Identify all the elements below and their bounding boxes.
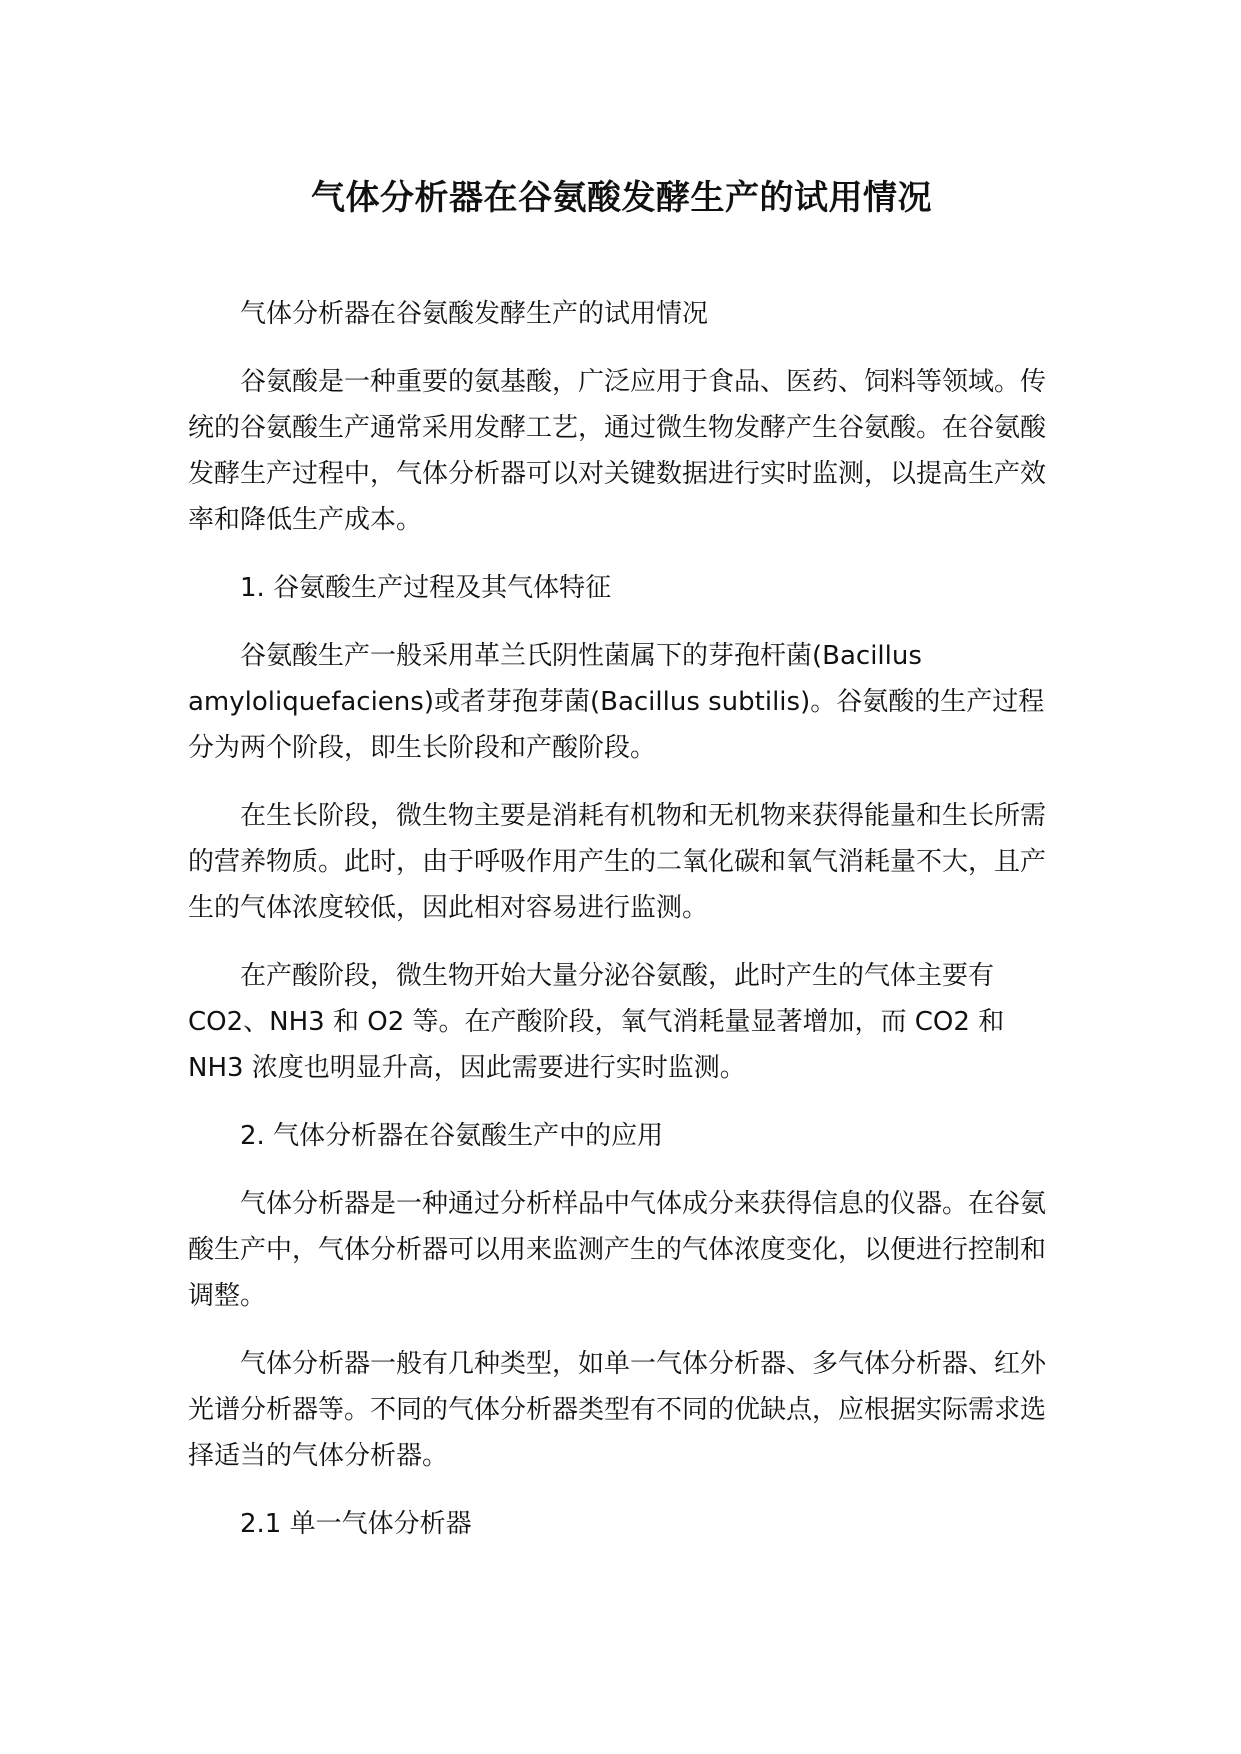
section-heading-2-1: 2.1 单一气体分析器 [240, 1508, 472, 1539]
paragraph-analyzer-application: 气体分析器是一种通过分析样品中气体成分来获得信息的仪器。在谷氨酸生产中，气体分析器可以用来监测产生的气体浓度变化，以便进行控制和调整。 [188, 1188, 1047, 1311]
paragraph-acid-stage: 在产酸阶段，微生物开始大量分泌谷氨酸，此时产生的气体主要有 CO2、NH3 和 O2 等。在产酸阶段，氧气消耗量显著增加，而 CO2 和 NH3 浓度也明显升高，因此需要进行实时监测。 [188, 960, 1005, 1083]
paragraph-production-bacteria: 谷氨酸生产一般采用革兰氏阴性菌属下的芽孢杆菌(Bacillus amyloliquefaciens)或者芽孢芽菌(Bacillus subtilis)。谷氨酸的生产过程分为两个阶段，即生长阶段和产酸阶段。 [188, 640, 1045, 763]
document-body [188, 291, 1055, 1547]
document-title: 气体分析器在谷氨酸发酵生产的试用情况 [311, 178, 932, 218]
paragraph-growth-stage: 在生长阶段，微生物主要是消耗有机物和无机物来获得能量和生长所需的营养物质。此时，由于呼吸作用产生的二氧化碳和氧气消耗量不大，且产生的气体浓度较低，因此相对容易进行监测。 [188, 800, 1047, 923]
section-heading-2: 2. 气体分析器在谷氨酸生产中的应用 [240, 1120, 664, 1151]
paragraph-analyzer-types: 气体分析器一般有几种类型，如单一气体分析器、多气体分析器、红外光谱分析器等。不同的气体分析器类型有不同的优缺点，应根据实际需求选择适当的气体分析器。 [188, 1348, 1047, 1471]
paragraph-introduction: 谷氨酸是一种重要的氨基酸，广泛应用于食品、医药、饲料等领域。传统的谷氨酸生产通常采用发酵工艺，通过微生物发酵产生谷氨酸。在谷氨酸发酵生产过程中，气体分析器可以对关键数据进行实时监测，以提高生产效率和降低生产成本。 [188, 366, 1047, 535]
paragraph-subtitle: 气体分析器在谷氨酸发酵生产的试用情况 [240, 298, 709, 329]
section-heading-1: 1. 谷氨酸生产过程及其气体特征 [240, 572, 612, 603]
